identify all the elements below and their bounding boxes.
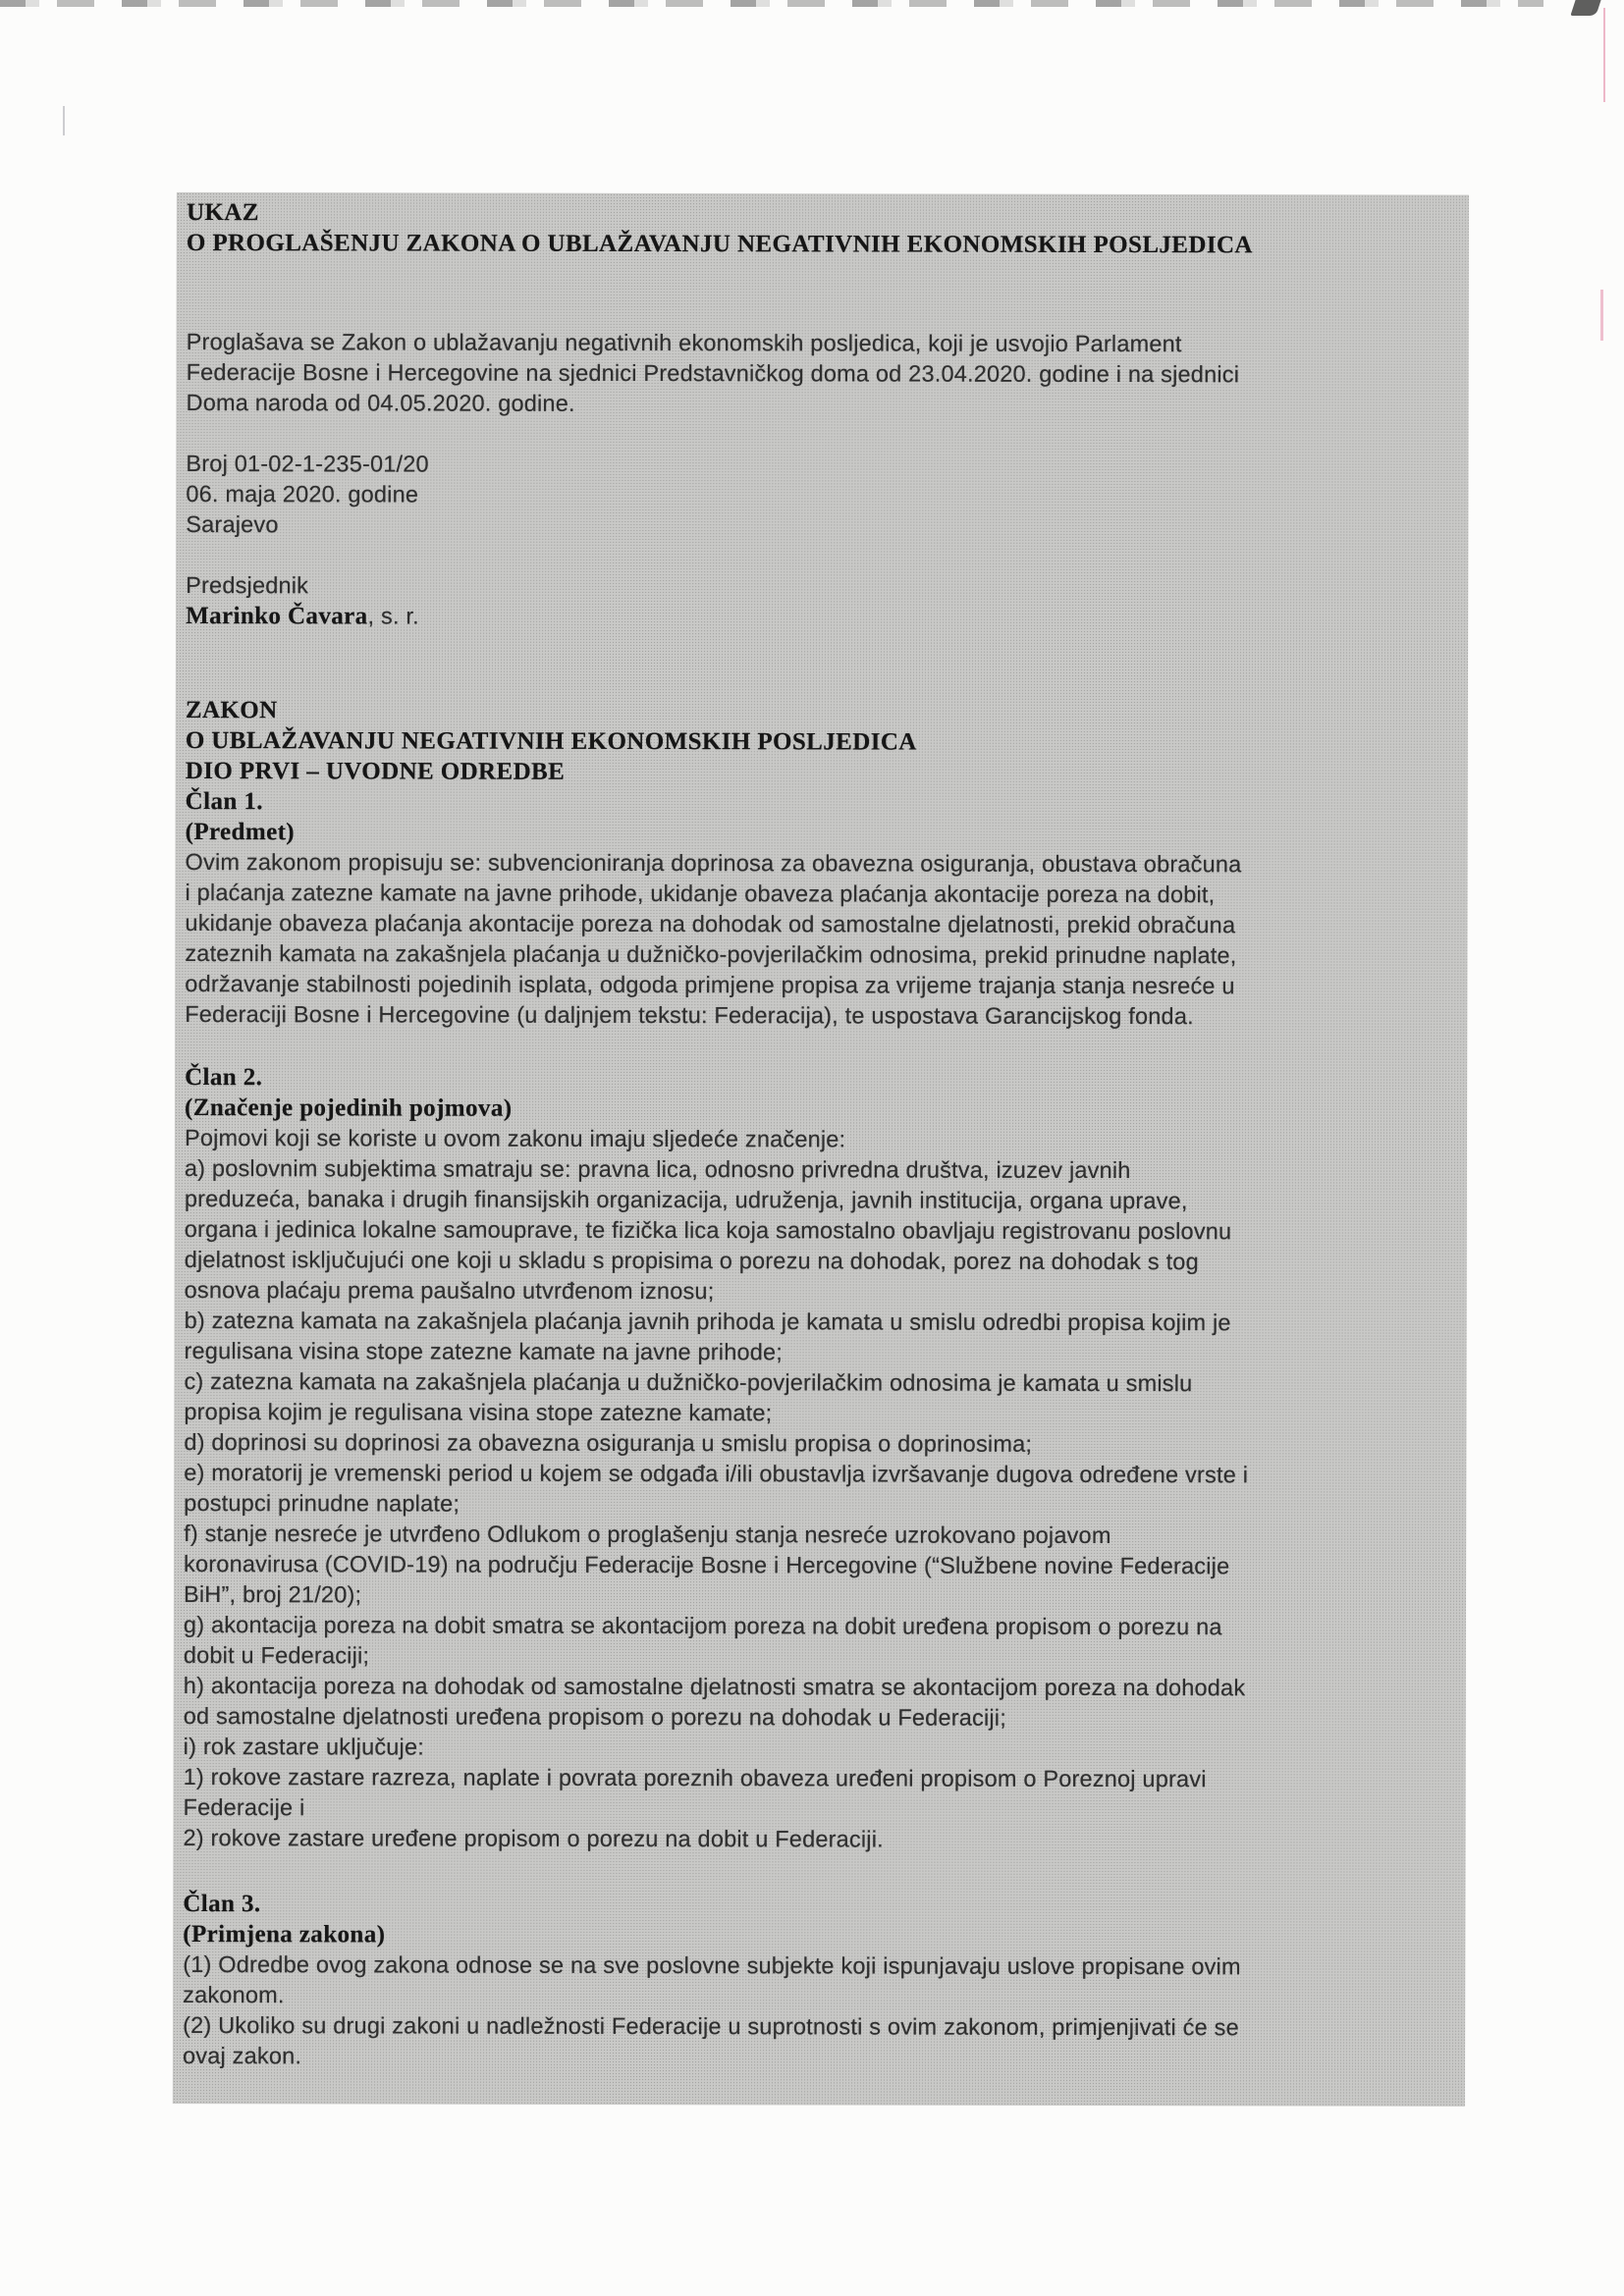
scan-artifact-pink-line [1603,8,1605,102]
text-line: f) stanje nesreće je utvrđeno Odlukom o proglašenju stanja nesreće uzrokovano pojavom [184,1521,1111,1548]
text-line: Proglašava se Zakon o ublažavanju negativnih ekonomskih posljedica, koji je usvojio Parlament [186,329,1182,357]
text-line: propisa kojim je regulisana visina stope zatezne kamate; [184,1399,773,1426]
president-block [186,570,1448,634]
text-line: O UBLAŽAVANJU NEGATIVNIH EKONOMSKIH POSLJEDICA [185,727,917,756]
text-line: organa i jedinica lokalne samouprave, te fizička lica koja samostalno obavljaju registrovanu poslovnu [184,1216,1232,1245]
text-line: BiH”, broj 21/20); [183,1581,362,1608]
text-line: h) akontacija poreza na dohodak od samostalne djelatnosti smatra se akontacijom poreza na dohodak [183,1673,1246,1701]
text-segment: Marinko Čavara [186,603,368,630]
scan-artifact-pink-line-2 [1600,290,1603,341]
text-line: i) rok zastare uključuje: [183,1734,425,1760]
text-line: c) zatezna kamata na zakašnjela plaćanja u dužničko-povjerilačkim odnosima je kamata u smislu [184,1368,1193,1397]
scanned-page [173,192,1469,2107]
text-line: 06. maja 2020. godine [186,481,419,507]
text-line: (2) Ukoliko su drugi zakoni u nadležnosti Federacije u suprotnosti s ovim zakonom, primjenjivati će se [183,2012,1239,2041]
text-line: dobit u Federaciji; [183,1642,370,1669]
text-line: ukidanje obaveza plaćanja akontacije poreza na dohodak od samostalne djelatnosti, prekid obračuna [185,910,1236,938]
text-line: regulisana visina stope zatezne kamate na javne prihode; [184,1338,784,1365]
text-line: koronavirusa (COVID-19) na području Federacije Bosne i Hercegovine (“Službene novine Federacije [184,1551,1230,1579]
text-line: O PROGLAŠENJU ZAKONA O UBLAŽAVANJU NEGATIVNIH EKONOMSKIH POSLJEDICA [186,230,1253,259]
text-segment: , s. r. [367,603,419,629]
text-line: (1) Odredbe ovog zakona odnose se na sve poslovne subjekte koji ispunjavaju uslove propisane ovim [183,1951,1241,1980]
document-text [183,197,1449,2074]
text-line [186,601,1448,634]
clan3-title [183,1889,1445,1952]
text-line: Član 3. [183,1891,261,1918]
text-line: DIO PRVI – UVODNE ODREDBE [185,758,566,785]
text-line: ZAKON [185,697,278,724]
text-line: g) akontacija poreza na dobit smatra se akontacijom poreza na dobit uređena propisom o porezu na [183,1612,1222,1640]
text-line: Sarajevo [186,511,279,538]
text-line: (Predmet) [185,819,296,846]
text-line: Federaciji Bosne i Hercegovine (u daljnjem tekstu: Federacija), te uspostava Garancijskog fonda. [185,1001,1194,1030]
text-line: b) zatezna kamata na zakašnjela plaćanja javnih prihoda je kamata u smislu odredbi propisa kojim je [184,1308,1231,1336]
text-line: UKAZ [186,199,259,227]
proclamation-paragraph [187,327,1449,421]
scan-artifact-corner-speck [1570,0,1600,16]
text-line: i plaćanja zatezne kamate na javne prihode, ukidanje obaveza plaćanja akontacije poreza na dobit, [185,880,1216,908]
text-line: Federacije Bosne i Hercegovine na sjednici Predstavničkog doma od 23.04.2020. godine i na sjednici [186,359,1240,388]
text-line: od samostalne djelatnosti uređena propisom o porezu na dohodak u Federaciji; [183,1703,1006,1731]
ukaz-title [187,197,1449,261]
text-line: osnova plaćaju prema paušalno utvrđenom iznosu; [184,1277,715,1305]
text-line: Ovim zakonom propisuju se: subvencioniranja doprinosa za obavezna osiguranja, obustava obračuna [185,849,1242,878]
text-line: a) poslovnim subjektima smatraju se: pravna lica, odnosno privredna društva, izuzev javnih [184,1155,1131,1184]
text-line: Doma naroda od 04.05.2020. godine. [186,390,575,416]
text-line: održavanje stabilnosti pojedinih isplata, odgoda primjene propisa za vrijeme trajanja stanja nesreće u [185,971,1235,999]
clan3-text [183,1949,1445,2074]
text-line: zateznih kamata na zakašnjela plaćanja u dužničko-povjerilačkim odnosima, prekid prinudne naplate, [185,940,1237,969]
scan-artifact-top-strip [0,0,1543,7]
text-line: 2) rokove zastare uređene propisom o porezu na dobit u Federaciji. [183,1825,884,1852]
text-line: ovaj zakon. [182,2043,302,2069]
clan2-text [183,1123,1447,1856]
scan-artifact-faint-line [63,106,65,135]
text-line: Pojmovi koji se koriste u ovom zakonu imaju sljedeće značenje: [184,1125,846,1152]
clan1-text [185,847,1447,1033]
text-line: 1) rokove zastare razreza, naplate i povrata poreznih obaveza uređeni propisom o Poreznoj upravi [183,1764,1207,1792]
text-line: Član 2. [185,1064,263,1092]
text-line: e) moratorij je vremenski period u kojem se odgađa i/ili obustavlja izvršavanje dugova određene vrste i [184,1460,1249,1488]
zakon-title [186,695,1448,850]
clan2-title [185,1062,1447,1126]
text-line: preduzeća, banaka i drugih finansijskih organizacija, udruženja, javnih institucija, organa uprave, [184,1186,1188,1214]
text-line: d) doprinosi su doprinosi za obavezna osiguranja u smislu propisa o doprinosima; [184,1429,1033,1457]
text-line: djelatnost isključujući one koji u skladu s propisima o porezu na dohodak, porez na dohodak s tog [184,1247,1199,1275]
text-line: Federacije i [183,1794,305,1821]
text-line: Broj 01-02-1-235-01/20 [186,451,429,477]
document-number-block [186,449,1448,543]
text-line: (Značenje pojedinih pojmova) [185,1095,513,1122]
text-line: postupci prinudne naplate; [184,1490,460,1517]
text-line: zakonom. [183,1982,285,2008]
text-line: Predsjednik [186,572,309,599]
text-line: (Primjena zakona) [183,1921,386,1949]
text-line: Član 1. [185,788,263,816]
